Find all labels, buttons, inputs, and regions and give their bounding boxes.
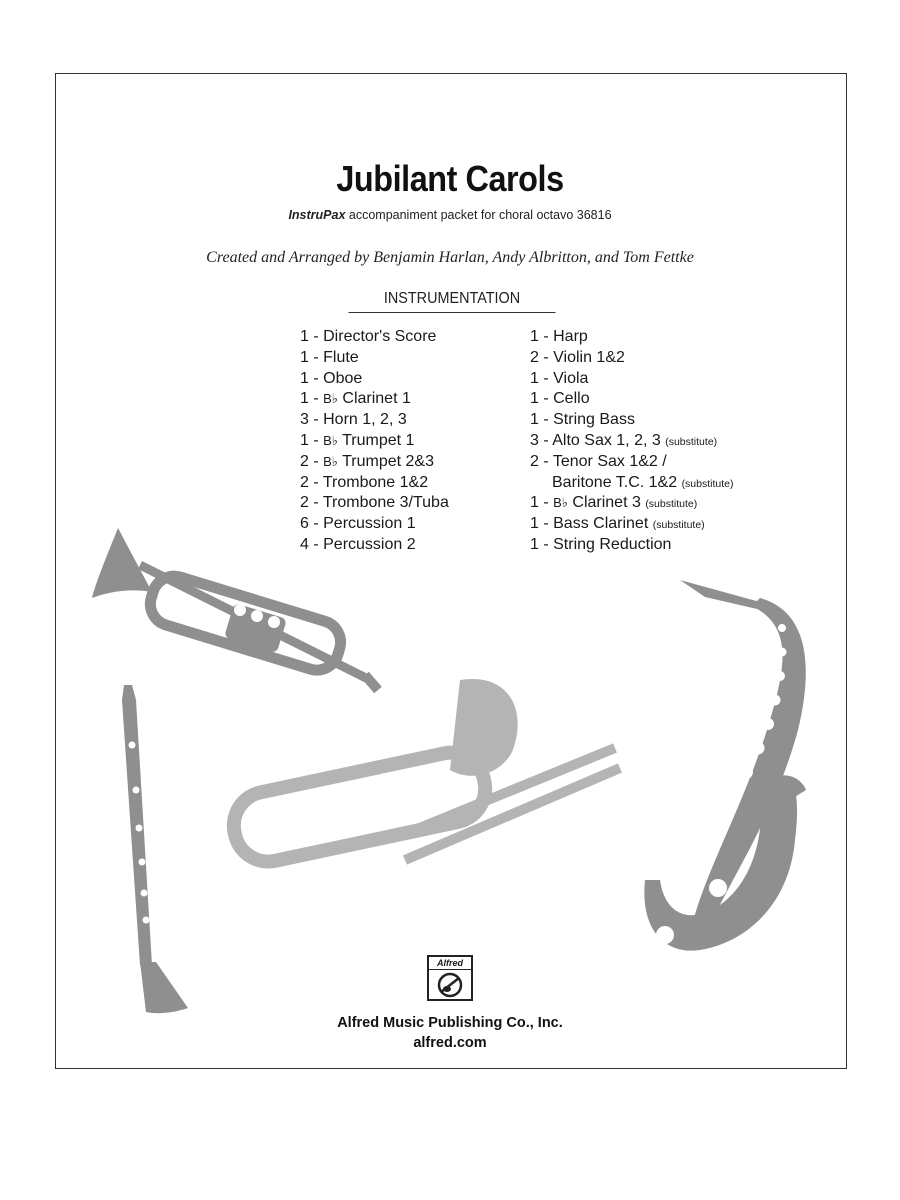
part-item: 3 - Alto Sax 1, 2, 3 (substitute) (530, 431, 718, 449)
part-item: 4 - Percussion 2 (300, 535, 416, 553)
part-item: 1 - Flute (300, 348, 359, 366)
part-item-continuation: Baritone T.C. 1&2 (substitute) (552, 473, 734, 491)
part-item: 1 - Oboe (300, 369, 363, 387)
part-item: 1 - Viola (530, 369, 589, 387)
trombone-illustration (228, 679, 620, 868)
part-item: 2 - B♭ Trumpet 2&3 (300, 452, 434, 470)
publisher-website: alfred.com (413, 1035, 487, 1051)
part-item: 1 - String Bass (530, 411, 635, 429)
part-item: 2 - Trombone 3/Tuba (300, 494, 449, 512)
part-item: 2 - Violin 1&2 (530, 348, 625, 366)
part-item: 1 - Director's Score (300, 328, 437, 345)
music-note-icon (429, 970, 471, 1000)
part-item: 2 - Trombone 1&2 (300, 473, 429, 491)
part-item: 1 - B♭ Trumpet 1 (300, 431, 415, 449)
parts-list-right (530, 327, 734, 556)
instrumentation-heading: INSTRUMENTATION (349, 290, 556, 313)
part-item: 3 - Horn 1, 2, 3 (300, 411, 407, 429)
part-item: 1 - B♭ Clarinet 3 (substitute) (530, 494, 698, 512)
logo-text: Alfred (429, 957, 471, 970)
part-item: 1 - Cello (530, 390, 590, 408)
arranger-credits: Created and Arranged by Benjamin Harlan, Andy Albritton, and Tom Fettke (206, 249, 694, 266)
alfred-logo (427, 955, 473, 1001)
saxophone-illustration (644, 580, 806, 951)
brand-name: InstruPax (288, 208, 346, 222)
page-title: Jubilant Carols (336, 158, 564, 199)
subtitle-text: accompaniment packet for choral octavo 36816 (345, 208, 612, 222)
subtitle (0, 208, 900, 222)
publisher-name: Alfred Music Publishing Co., Inc. (337, 1015, 563, 1031)
part-item: 1 - Harp (530, 328, 588, 345)
part-item: 1 - B♭ Clarinet 1 (300, 390, 411, 408)
parts-list-left (300, 327, 449, 556)
part-item: 6 - Percussion 1 (300, 515, 416, 533)
part-item: 1 - String Reduction (530, 535, 672, 553)
clarinet-illustration (122, 685, 188, 1013)
part-item: 2 - Tenor Sax 1&2 / (530, 452, 667, 470)
part-item: 1 - Bass Clarinet (substitute) (530, 515, 705, 533)
